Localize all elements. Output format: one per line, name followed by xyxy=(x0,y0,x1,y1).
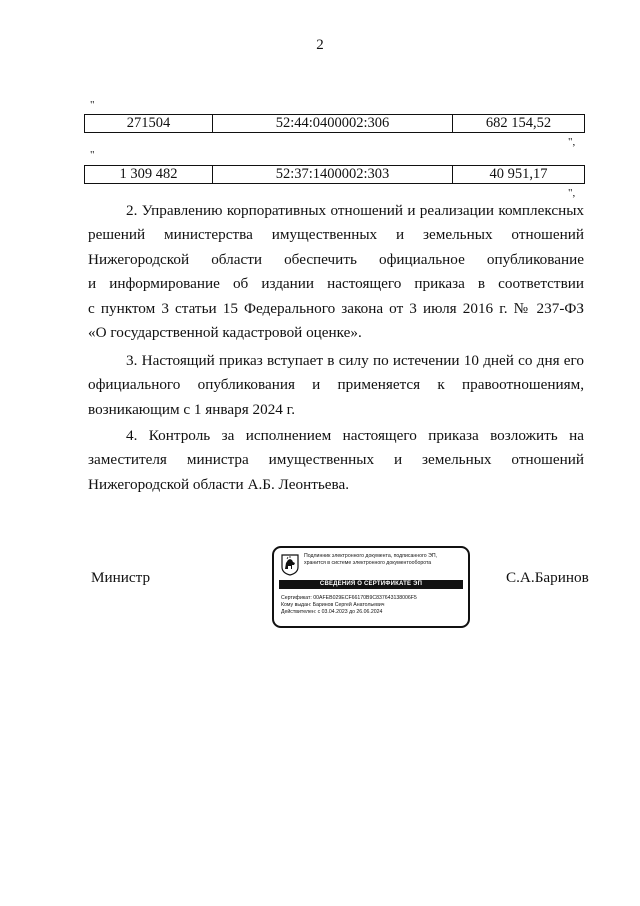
quote-open-2: " xyxy=(90,149,95,161)
paragraph-line: Нижегородской области А.Б. Леонтьева. xyxy=(88,475,350,493)
paragraph-line: 4. Контроль за исполнением настоящего приказа возложить на xyxy=(126,427,584,444)
paragraph-line: 2. Управлению корпоративных отношений и реализации комплексных xyxy=(126,202,584,219)
table-cell-value: 682 154,52 xyxy=(453,115,585,133)
page-number: 2 xyxy=(316,37,324,53)
quote-close-1: ", xyxy=(568,136,576,148)
paragraph-line: решений министерства имущественных и земельных отношений xyxy=(88,226,584,244)
stamp-label: Кому выдан: xyxy=(281,601,312,608)
paragraph-line: и информирование об издании настоящего приказа в соответствии xyxy=(88,275,584,293)
cadastral-table-1 xyxy=(84,114,585,133)
stamp-details xyxy=(281,595,417,615)
stamp-row-issued-to xyxy=(281,602,417,609)
paragraph-3 xyxy=(88,349,584,422)
stamp-header: СВЕДЕНИЯ О СЕРТИФИКАТЕ ЭП xyxy=(279,580,463,589)
paragraph-line: 3. Настоящий приказ вступает в силу по истечении 10 дней со дня его xyxy=(126,352,584,369)
stamp-caption-line: Подлинник электронного документа, подписанного ЭП, xyxy=(304,553,438,559)
electronic-signature-stamp xyxy=(272,546,470,628)
table-cell-cadastral: 52:37:1400002:303 xyxy=(213,166,453,184)
paragraph-line: Нижегородской области обеспечить официальное опубликование xyxy=(88,250,584,268)
table-cell-value: 40 951,17 xyxy=(453,166,585,184)
paragraph-4 xyxy=(88,424,584,497)
cadastral-table-2 xyxy=(84,165,585,184)
stamp-row-valid xyxy=(281,609,417,616)
stamp-label: Сертификат: xyxy=(281,595,312,601)
paragraph-line: возникающим с 1 января 2024 г. xyxy=(88,400,295,418)
signature-position: Министр xyxy=(91,569,151,586)
quote-open-1: " xyxy=(90,99,95,111)
table-cell-number: 271504 xyxy=(85,115,213,133)
table-row xyxy=(85,166,585,184)
stamp-label: Действителен: xyxy=(281,608,317,615)
signature-name: С.А.Баринов xyxy=(506,569,589,586)
stamp-value: с 03.04.2023 до 26.06.2024 xyxy=(317,608,383,615)
stamp-caption xyxy=(304,553,468,566)
table-cell-number: 1 309 482 xyxy=(85,166,213,184)
coat-of-arms-icon xyxy=(281,554,299,576)
stamp-value: 00AFEB029ECF66170B9C837643138006F5 xyxy=(313,595,417,601)
paragraph-2 xyxy=(88,199,584,345)
stamp-caption-line: хранится в системе электронного документооборота xyxy=(304,559,432,566)
table-cell-cadastral: 52:44:0400002:306 xyxy=(213,115,453,133)
paragraph-line: официального опубликования и применяется к правоотношениям, xyxy=(88,376,584,394)
paragraph-line: с пунктом 3 статьи 15 Федерального закона от 3 июля 2016 г. № 237-ФЗ xyxy=(88,299,584,317)
stamp-value: Баринов Сергей Анатольевич xyxy=(312,601,385,608)
table-row xyxy=(85,115,585,133)
paragraph-line: «О государственной кадастровой оценке». xyxy=(88,324,362,342)
quote-close-2: ", xyxy=(568,187,576,199)
stamp-row-certificate xyxy=(281,595,417,602)
paragraph-line: заместителя министра имущественных и земельных отношений xyxy=(88,451,584,469)
